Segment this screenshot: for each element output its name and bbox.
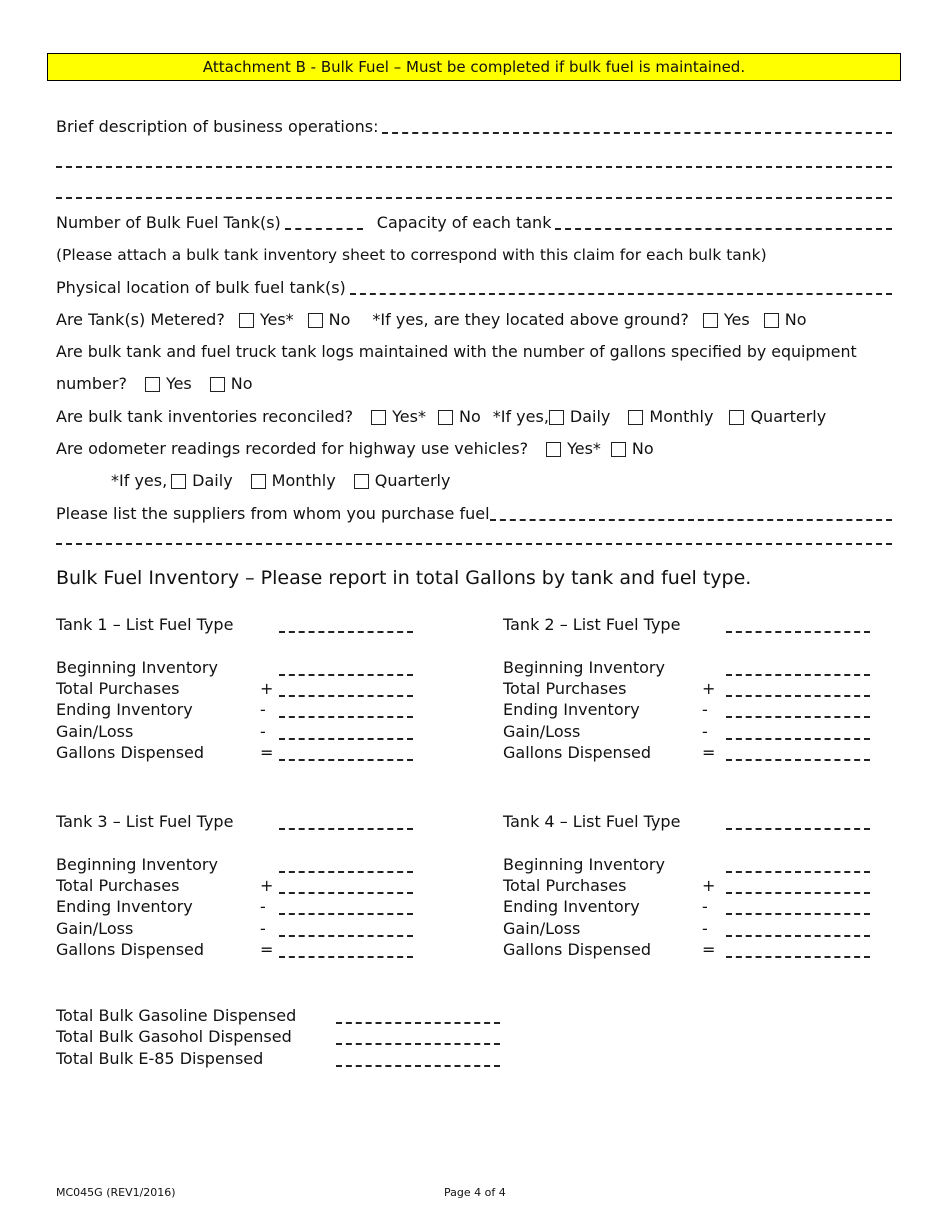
- odometer-quarterly-checkbox[interactable]: [354, 474, 369, 489]
- tank-1-row-label: Ending Inventory: [56, 700, 193, 719]
- tank-2-row-field[interactable]: [726, 684, 870, 697]
- total-label: Total Bulk Gasoline Dispensed: [56, 1006, 297, 1025]
- tank-1-row-label: Beginning Inventory: [56, 658, 218, 677]
- odometer-yes-label: Yes*: [567, 439, 601, 458]
- brief-description-field-2[interactable]: [56, 154, 892, 168]
- tank-4-row-label: Beginning Inventory: [503, 855, 665, 874]
- odometer-monthly-label: Monthly: [271, 471, 336, 490]
- tank-1-row-operator: +: [260, 679, 274, 698]
- tank-2-row-operator: =: [702, 743, 716, 762]
- tank-4-fuel-type-field[interactable]: [726, 817, 870, 830]
- tank-1-row-field[interactable]: [279, 748, 413, 761]
- logs-no-label: No: [230, 374, 253, 393]
- tank-3-row-label: Total Purchases: [56, 876, 180, 895]
- tank-2-row-operator: -: [702, 722, 708, 741]
- total-field[interactable]: [336, 1032, 500, 1045]
- tank-4-row-field[interactable]: [726, 902, 870, 915]
- total-field[interactable]: [336, 1011, 500, 1024]
- tank-1-row-field[interactable]: [279, 663, 413, 676]
- reconciled-daily-label: Daily: [569, 407, 611, 426]
- tank-1-row-operator: -: [260, 722, 266, 741]
- tank-2-row-label: Ending Inventory: [503, 700, 640, 719]
- reconciled-ifyes-label: *If yes,: [492, 407, 549, 426]
- suppliers-field[interactable]: [490, 507, 892, 521]
- tank-3-row-label: Gain/Loss: [56, 919, 134, 938]
- odometer-daily-checkbox[interactable]: [171, 474, 186, 489]
- reconciled-monthly-checkbox[interactable]: [628, 410, 643, 425]
- tank-3-row-operator: +: [260, 876, 274, 895]
- tank-4-row-field[interactable]: [726, 881, 870, 894]
- tank-3-row-field[interactable]: [279, 881, 413, 894]
- tank-2-row-field[interactable]: [726, 748, 870, 761]
- reconciled-quarterly-label: Quarterly: [750, 407, 827, 426]
- tank-4-row-field[interactable]: [726, 924, 870, 937]
- tank-3-row-field[interactable]: [279, 945, 413, 958]
- brief-description-field[interactable]: [382, 120, 892, 134]
- tank-2-row-label: Beginning Inventory: [503, 658, 665, 677]
- logs-yes-checkbox[interactable]: [145, 377, 160, 392]
- reconciled-no-checkbox[interactable]: [438, 410, 453, 425]
- tank-3-fuel-type-field[interactable]: [279, 817, 413, 830]
- tank-3-row-operator: -: [260, 897, 266, 916]
- odometer-quarterly-label: Quarterly: [374, 471, 451, 490]
- logs-yes-label: Yes: [165, 374, 192, 393]
- tank-4-row-operator: -: [702, 919, 708, 938]
- total-field[interactable]: [336, 1054, 500, 1067]
- tank-1-row-field[interactable]: [279, 684, 413, 697]
- physical-location-label: Physical location of bulk fuel tank(s): [56, 278, 346, 297]
- above-ground-label: *If yes, are they located above ground?: [372, 310, 689, 329]
- tank-1-row-field[interactable]: [279, 727, 413, 740]
- tank-3-row-field[interactable]: [279, 902, 413, 915]
- tank-3-row-field[interactable]: [279, 860, 413, 873]
- total-label: Total Bulk E-85 Dispensed: [56, 1049, 264, 1068]
- odometer-label: Are odometer readings recorded for highway use vehicles?: [56, 439, 529, 458]
- logs-row: [56, 373, 253, 395]
- metered-no-label: No: [328, 310, 351, 329]
- tank-1-row-operator: =: [260, 743, 274, 762]
- reconciled-label: Are bulk tank inventories reconciled?: [56, 407, 354, 426]
- form-id: MC045G (REV1/2016): [56, 1186, 176, 1199]
- odometer-no-checkbox[interactable]: [611, 442, 626, 457]
- odometer-monthly-checkbox[interactable]: [251, 474, 266, 489]
- brief-description-line-2: [56, 150, 892, 172]
- reconciled-row: [56, 406, 826, 428]
- tank-4-row-field[interactable]: [726, 945, 870, 958]
- tank-4-title: Tank 4 – List Fuel Type: [503, 812, 681, 831]
- brief-description-field-3[interactable]: [56, 185, 892, 199]
- odometer-daily-label: Daily: [192, 471, 233, 490]
- odometer-no-label: No: [631, 439, 654, 458]
- capacity-label: Capacity of each tank: [376, 213, 552, 232]
- odometer-frequency-row: [111, 470, 450, 492]
- physical-location-field[interactable]: [350, 281, 892, 295]
- suppliers-field-2[interactable]: [56, 531, 892, 545]
- tank-2-title: Tank 2 – List Fuel Type: [503, 615, 681, 634]
- physical-location-row: [56, 277, 892, 299]
- suppliers-row: [56, 503, 892, 525]
- metered-row: [56, 309, 894, 331]
- tank-2-row-field[interactable]: [726, 727, 870, 740]
- tank-1-title: Tank 1 – List Fuel Type: [56, 615, 234, 634]
- reconciled-no-label: No: [458, 407, 481, 426]
- reconciled-yes-checkbox[interactable]: [371, 410, 386, 425]
- logs-no-checkbox[interactable]: [210, 377, 225, 392]
- suppliers-label: Please list the suppliers from whom you purchase fuel: [56, 504, 490, 523]
- tank-4-row-operator: -: [702, 897, 708, 916]
- tank-3-row-field[interactable]: [279, 924, 413, 937]
- tank-2-row-operator: -: [702, 700, 708, 719]
- tank-2-fuel-type-field[interactable]: [726, 620, 870, 633]
- odometer-row: [56, 438, 654, 460]
- attach-note: (Please attach a bulk tank inventory sheet to correspond with this claim for each bulk tank): [56, 246, 767, 264]
- reconciled-yes-label: Yes*: [392, 407, 426, 426]
- odometer-ifyes-label: *If yes,: [111, 471, 168, 490]
- num-tanks-field[interactable]: [285, 216, 363, 230]
- metered-yes-checkbox[interactable]: [239, 313, 254, 328]
- tank-2-row-label: Gallons Dispensed: [503, 743, 652, 762]
- tank-4-row-label: Total Purchases: [503, 876, 627, 895]
- tank-2-row-label: Total Purchases: [503, 679, 627, 698]
- tank-2-row-label: Gain/Loss: [503, 722, 581, 741]
- tank-3-row-label: Ending Inventory: [56, 897, 193, 916]
- tank-3-row-label: Beginning Inventory: [56, 855, 218, 874]
- tank-1-fuel-type-field[interactable]: [279, 620, 413, 633]
- tank-1-row-label: Gain/Loss: [56, 722, 134, 741]
- reconciled-monthly-label: Monthly: [649, 407, 714, 426]
- tank-2-row-field[interactable]: [726, 705, 870, 718]
- tank-count-row: [56, 212, 892, 234]
- tank-3-row-operator: =: [260, 940, 274, 959]
- tank-2-row-operator: +: [702, 679, 716, 698]
- attachment-banner: Attachment B - Bulk Fuel – Must be completed if bulk fuel is maintained.: [47, 53, 901, 81]
- tank-2-row-field[interactable]: [726, 663, 870, 676]
- logs-label: number?: [56, 374, 127, 393]
- tank-3-title: Tank 3 – List Fuel Type: [56, 812, 234, 831]
- tank-4-row-label: Gain/Loss: [503, 919, 581, 938]
- suppliers-line-2: [56, 527, 892, 549]
- brief-description-label: Brief description of business operations:: [56, 117, 379, 136]
- tank-1-row-operator: -: [260, 700, 266, 719]
- num-tanks-label: Number of Bulk Fuel Tank(s): [56, 213, 281, 232]
- odometer-yes-checkbox[interactable]: [546, 442, 561, 457]
- tank-4-row-label: Gallons Dispensed: [503, 940, 652, 959]
- metered-yes-label: Yes*: [259, 310, 294, 329]
- reconciled-daily-checkbox[interactable]: [549, 410, 564, 425]
- tank-3-row-operator: -: [260, 919, 266, 938]
- metered-no-checkbox[interactable]: [308, 313, 323, 328]
- above-ground-no-label: No: [784, 310, 807, 329]
- total-label: Total Bulk Gasohol Dispensed: [56, 1027, 292, 1046]
- tank-4-row-operator: =: [702, 940, 716, 959]
- reconciled-quarterly-checkbox[interactable]: [729, 410, 744, 425]
- capacity-field[interactable]: [555, 216, 892, 230]
- tank-4-row-operator: +: [702, 876, 716, 895]
- page-number: Page 4 of 4: [444, 1186, 506, 1199]
- above-ground-yes-checkbox[interactable]: [703, 313, 718, 328]
- tank-4-row-field[interactable]: [726, 860, 870, 873]
- tank-1-row-label: Total Purchases: [56, 679, 180, 698]
- tank-1-row-field[interactable]: [279, 705, 413, 718]
- brief-description-row: [56, 116, 892, 138]
- above-ground-yes-label: Yes: [723, 310, 750, 329]
- tank-1-row-label: Gallons Dispensed: [56, 743, 205, 762]
- logs-question: Are bulk tank and fuel truck tank logs maintained with the number of gallons specified by equipment: [56, 342, 857, 361]
- above-ground-no-checkbox[interactable]: [764, 313, 779, 328]
- metered-label: Are Tank(s) Metered?: [56, 310, 225, 329]
- brief-description-line-3: [56, 181, 892, 203]
- tank-4-row-label: Ending Inventory: [503, 897, 640, 916]
- inventory-title: Bulk Fuel Inventory – Please report in total Gallons by tank and fuel type.: [56, 567, 752, 589]
- tank-3-row-label: Gallons Dispensed: [56, 940, 205, 959]
